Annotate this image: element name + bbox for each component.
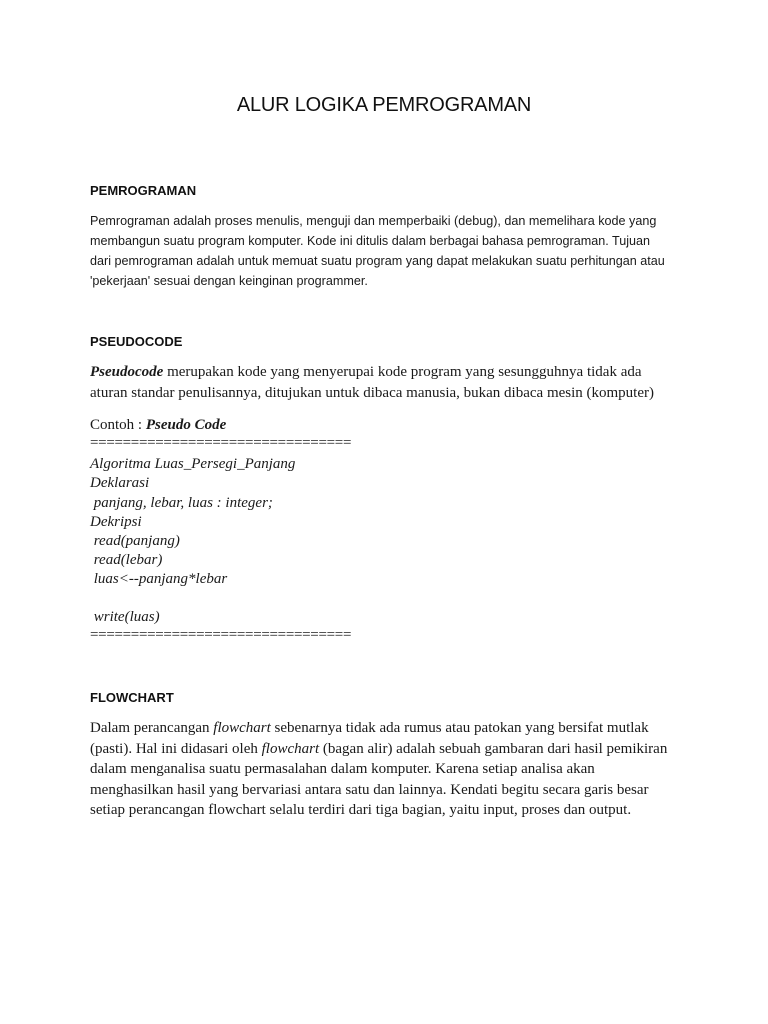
pseudocode-intro-line: aturan standar penulisannya, ditujukan untuk dibaca manusia, bukan dibaca mesin (komputer) [90,384,655,401]
code-rule-bottom: ================================ [90,627,352,643]
flowchart-text: (bagan alir) adalah sebuah gambaran dari hasil pemikiran [319,740,668,757]
pseudocode-term: Pseudocode [90,364,164,380]
code-line: read(panjang) [90,533,180,549]
flowchart-line: dalam menganalisa suatu permasalahan dalam komputer. Karena setiap analisa akan [90,761,595,777]
section-heading-flowchart: FLOWCHART [90,690,174,705]
flowchart-term: flowchart [261,740,320,757]
code-line: Algoritma Luas_Persegi_Panjang [90,456,296,472]
code-line: read(lebar) [90,552,163,568]
flowchart-line [90,739,690,760]
document-title: ALUR LOGIKA PEMROGRAMAN [236,94,532,116]
section-heading-pseudocode: PSEUDOCODE [90,334,183,349]
pseudocode-intro [90,362,690,403]
section-heading-pemrograman: PEMROGRAMAN [90,183,197,198]
code-rule-top: ================================ [90,435,352,451]
flowchart-term: flowchart [213,720,271,736]
flowchart-line: menghasilkan hasil yang bervariasi antara satu dan lainnya. Kendati begitu secara garis besar [90,781,649,798]
flowchart-line [90,718,690,739]
flowchart-paragraph [90,718,690,821]
flowchart-line: setiap perancangan flowchart selalu terdiri dari tiga bagian, yaitu input, proses dan output. [90,802,632,818]
code-line: Deklarasi [90,475,150,491]
pemrograman-paragraph [90,211,690,291]
example-title: Pseudo Code [145,417,227,433]
code-line: Dekripsi [90,514,142,530]
pemrograman-line: Pemrograman adalah proses menulis, menguji dan memperbaiki (debug), dan memelihara kode yang [90,214,657,228]
pemrograman-line: membangun suatu program komputer. Kode ini ditulis dalam berbagai bahasa pemrograman. Tujuan [90,234,651,248]
flowchart-text: Dalam perancangan [90,720,214,736]
pemrograman-line: dari pemrograman adalah untuk memuat suatu program yang dapat melakukan suatu perhitungan atau [90,254,665,268]
code-line: write(luas) [90,609,160,625]
pseudocode-intro-text: merupakan kode yang menyerupai kode program yang sesungguhnya tidak ada [163,364,642,380]
example-label: Contoh : [90,417,146,433]
code-line: panjang, lebar, luas : integer; [90,495,273,511]
example-label-line [90,416,226,435]
code-line: luas<--panjang*lebar [90,571,228,587]
flowchart-text: sebenarnya tidak ada rumus atau patokan yang bersifat mutlak [270,720,649,736]
flowchart-text: (pasti). Hal ini didasari oleh [90,740,262,757]
pseudocode-intro-line [90,362,690,383]
pemrograman-line: 'pekerjaan' sesuai dengan keinginan programmer. [90,274,368,288]
